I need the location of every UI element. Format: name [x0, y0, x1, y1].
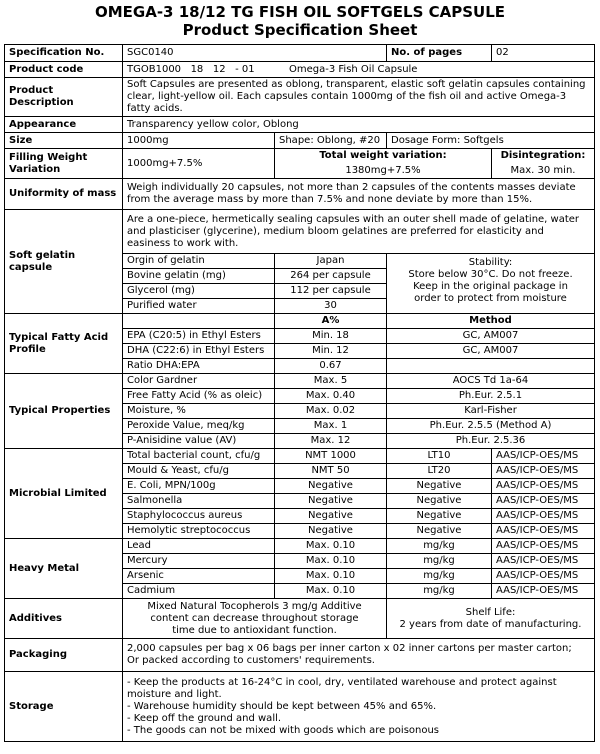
microbial-row-method: AAS/ICP-OES/MS	[492, 509, 595, 524]
row-uniformity	[5, 179, 595, 210]
pages-label: No. of pages	[387, 45, 492, 62]
gelatin-row-name: Bovine gelatin (mg)	[123, 269, 275, 284]
dosage-value: Dosage Form: Softgels	[387, 133, 595, 149]
row-gelatin-intro	[5, 210, 595, 254]
description-label: Product Description	[5, 78, 123, 117]
filling-value: 1000mg+7.5%	[123, 149, 275, 179]
row-spec-no	[5, 45, 595, 62]
microbial-row-name: Total bacterial count, cfu/g	[123, 449, 275, 464]
row-product-code	[5, 62, 595, 78]
fatty-row-method	[387, 359, 595, 374]
gelatin-row-value: 30	[275, 299, 387, 314]
heavy-row-unit: mg/kg	[387, 584, 492, 599]
heavy-row-value: Max. 0.10	[275, 584, 387, 599]
fatty-row-name: Ratio DHA:EPA	[123, 359, 275, 374]
heavy-row-name: Lead	[123, 539, 275, 554]
property-row-value: Max. 1	[275, 419, 387, 434]
shelf-life-label: Shelf Life:	[465, 606, 516, 618]
specification-table	[4, 44, 595, 742]
document-subtitle: Product Specification Sheet	[182, 21, 418, 39]
microbial-row-limit: Negative	[387, 494, 492, 509]
size-value: 1000mg	[123, 133, 275, 149]
total-weight-value: 1380mg+7.5%	[275, 164, 492, 179]
additives-label: Additives	[5, 599, 123, 639]
property-row-method: Karl-Fisher	[387, 404, 595, 419]
stability-cell	[387, 254, 595, 314]
stability-text: Store below 30°C. Do not freeze. Keep in the original package in order to protect from moisture	[408, 269, 573, 304]
property-row-name: Free Fatty Acid (% as oleic)	[123, 389, 275, 404]
microbial-row-method: AAS/ICP-OES/MS	[492, 479, 595, 494]
row-filling-1	[5, 149, 595, 164]
storage-line: - The goods can not be mixed with goods which are poisonous	[127, 724, 440, 736]
microbial-row-method: AAS/ICP-OES/MS	[492, 524, 595, 539]
microbial-row-value: Negative	[275, 524, 387, 539]
fatty-row-value: Min. 12	[275, 344, 387, 359]
storage-text	[123, 672, 595, 742]
heavy-row-name: Arsenic	[123, 569, 275, 584]
shelf-life-value: 2 years from date of manufacturing.	[399, 618, 582, 630]
property-row-name: P-Anisidine value (AV)	[123, 434, 275, 449]
filling-label: Filling Weight Variation	[5, 149, 123, 179]
microbial-row-limit: Negative	[387, 509, 492, 524]
property-row-method: Ph.Eur. 2.5.5 (Method A)	[387, 419, 595, 434]
size-label: Size	[5, 133, 123, 149]
microbial-row-limit: Negative	[387, 479, 492, 494]
heavy-row-value: Max. 0.10	[275, 539, 387, 554]
pages-value: 02	[492, 45, 595, 62]
property-row-value: Max. 0.40	[275, 389, 387, 404]
gelatin-row-name: Glycerol (mg)	[123, 284, 275, 299]
property-row-method: AOCS Td 1a-64	[387, 374, 595, 389]
fatty-label: Typical Fatty Acid Profile	[5, 314, 123, 374]
product-code-cell	[123, 62, 595, 78]
fatty-col-a: A%	[275, 314, 387, 329]
row-size	[5, 133, 595, 149]
row-fatty-header	[5, 314, 595, 329]
microbial-row-value: Negative	[275, 494, 387, 509]
property-row	[5, 374, 595, 389]
heavy-row-value: Max. 0.10	[275, 569, 387, 584]
properties-label: Typical Properties	[5, 374, 123, 449]
total-weight-label: Total weight variation:	[275, 149, 492, 164]
disintegration-label: Disintegration:	[492, 149, 595, 164]
microbial-row-name: Staphylococcus aureus	[123, 509, 275, 524]
gelatin-row-name: Orgin of gelatin	[123, 254, 275, 269]
microbial-row-value: NMT 1000	[275, 449, 387, 464]
microbial-row-method: AAS/ICP-OES/MS	[492, 449, 595, 464]
fatty-header-blank	[123, 314, 275, 329]
disintegration-value: Max. 30 min.	[492, 164, 595, 179]
description-value: Soft Capsules are presented as oblong, transparent, elastic soft gelatin capsules containing clear, light-yellow oil. Each capsules contain 1000mg of the fish oil and active Omega-3 fatty acids.	[123, 78, 595, 117]
uniformity-value: Weigh individually 20 capsules, not more than 2 capsules of the contents masses deviate from the average mass by more than 7.5% and none deviate by more than 15%.	[123, 179, 595, 210]
property-row-value: Max. 12	[275, 434, 387, 449]
product-name: Omega-3 Fish Oil Capsule	[289, 63, 418, 75]
product-code-label: Product code	[5, 62, 123, 78]
stability-label: Stability:	[468, 257, 513, 268]
property-row-name: Moisture, %	[123, 404, 275, 419]
row-additives	[5, 599, 595, 639]
packaging-line: 2,000 capsules per bag x 06 bags per inner carton x 02 inner cartons per master carton;	[127, 643, 572, 654]
microbial-row-method: AAS/ICP-OES/MS	[492, 464, 595, 479]
spec-no-label: Specification No.	[5, 45, 123, 62]
packaging-line: Or packed according to customers' requirements.	[127, 655, 375, 666]
fatty-row-method: GC, AM007	[387, 329, 595, 344]
property-row-value: Max. 0.02	[275, 404, 387, 419]
fatty-col-method: Method	[387, 314, 595, 329]
microbial-row-method: AAS/ICP-OES/MS	[492, 494, 595, 509]
property-row-name: Color Gardner	[123, 374, 275, 389]
gelatin-row-value: 264 per capsule	[275, 269, 387, 284]
storage-line: - Keep the products at 16-24°C in cool, dry, ventilated warehouse and protect against moisture and light.	[127, 676, 557, 700]
storage-line: - Keep off the ground and wall.	[127, 712, 282, 724]
packaging-label: Packaging	[5, 639, 123, 672]
property-row-name: Peroxide Value, meq/kg	[123, 419, 275, 434]
property-row-method: Ph.Eur. 2.5.1	[387, 389, 595, 404]
shape-value: Shape: Oblong, #20	[275, 133, 387, 149]
fatty-row-method: GC, AM007	[387, 344, 595, 359]
microbial-row-value: Negative	[275, 479, 387, 494]
heavy-row-unit: mg/kg	[387, 539, 492, 554]
row-description	[5, 78, 595, 117]
microbial-row-limit: LT10	[387, 449, 492, 464]
heavy-row-method: AAS/ICP-OES/MS	[492, 584, 595, 599]
row-storage	[5, 672, 595, 742]
shelf-life-cell	[387, 599, 595, 639]
microbial-row-name: E. Coli, MPN/100g	[123, 479, 275, 494]
microbial-row-value: NMT 50	[275, 464, 387, 479]
additives-text: Mixed Natural Tocopherols 3 mg/g Additive content can decrease throughout storage time due to antioxidant function.	[123, 599, 387, 639]
heavy-row-method: AAS/ICP-OES/MS	[492, 554, 595, 569]
packaging-text	[123, 639, 595, 672]
gelatin-intro: Are a one-piece, hermetically sealing capsules with an outer shell made of gelatine, water and plasticiser (glycerine), medium bloom gelatines are preferred for elasticity and easiness to work with.	[123, 210, 595, 254]
gelatin-label: Soft gelatin capsule	[5, 210, 123, 314]
fatty-row-name: DHA (C22:6) in Ethyl Esters	[123, 344, 275, 359]
microbial-row-limit: Negative	[387, 524, 492, 539]
heavy-row-method: AAS/ICP-OES/MS	[492, 569, 595, 584]
microbial-label: Microbial Limited	[5, 449, 123, 539]
microbial-row-name: Hemolytic streptococcus	[123, 524, 275, 539]
heavy-row-method: AAS/ICP-OES/MS	[492, 539, 595, 554]
storage-label: Storage	[5, 672, 123, 742]
property-row-method: Ph.Eur. 2.5.36	[387, 434, 595, 449]
heavy-row-unit: mg/kg	[387, 569, 492, 584]
property-row-value: Max. 5	[275, 374, 387, 389]
gelatin-row-value: 112 per capsule	[275, 284, 387, 299]
fatty-row-name: EPA (C20:5) in Ethyl Esters	[123, 329, 275, 344]
product-code-value: TGOB1000 18 12 - 01	[127, 63, 255, 75]
microbial-row-value: Negative	[275, 509, 387, 524]
heavy-row-value: Max. 0.10	[275, 554, 387, 569]
heavy-row-name: Cadmium	[123, 584, 275, 599]
appearance-value: Transparency yellow color, Oblong	[123, 117, 595, 133]
fatty-row-value: 0.67	[275, 359, 387, 374]
uniformity-label: Uniformity of mass	[5, 179, 123, 210]
microbial-row-limit: LT20	[387, 464, 492, 479]
appearance-label: Appearance	[5, 117, 123, 133]
row-appearance	[5, 117, 595, 133]
row-packaging	[5, 639, 595, 672]
heavy-row	[5, 539, 595, 554]
gelatin-row-value: Japan	[275, 254, 387, 269]
gelatin-row-name: Purified water	[123, 299, 275, 314]
spec-no-value: SGC0140	[123, 45, 387, 62]
heavy-row-name: Mercury	[123, 554, 275, 569]
fatty-row-value: Min. 18	[275, 329, 387, 344]
document-title: OMEGA-3 18/12 TG FISH OIL SOFTGELS CAPSULE	[94, 3, 506, 21]
microbial-row-name: Mould & Yeast, cfu/g	[123, 464, 275, 479]
microbial-row	[5, 449, 595, 464]
heavy-row-unit: mg/kg	[387, 554, 492, 569]
heavy-label: Heavy Metal	[5, 539, 123, 599]
storage-line: - Warehouse humidity should be kept between 45% and 65%.	[127, 700, 437, 712]
microbial-row-name: Salmonella	[123, 494, 275, 509]
